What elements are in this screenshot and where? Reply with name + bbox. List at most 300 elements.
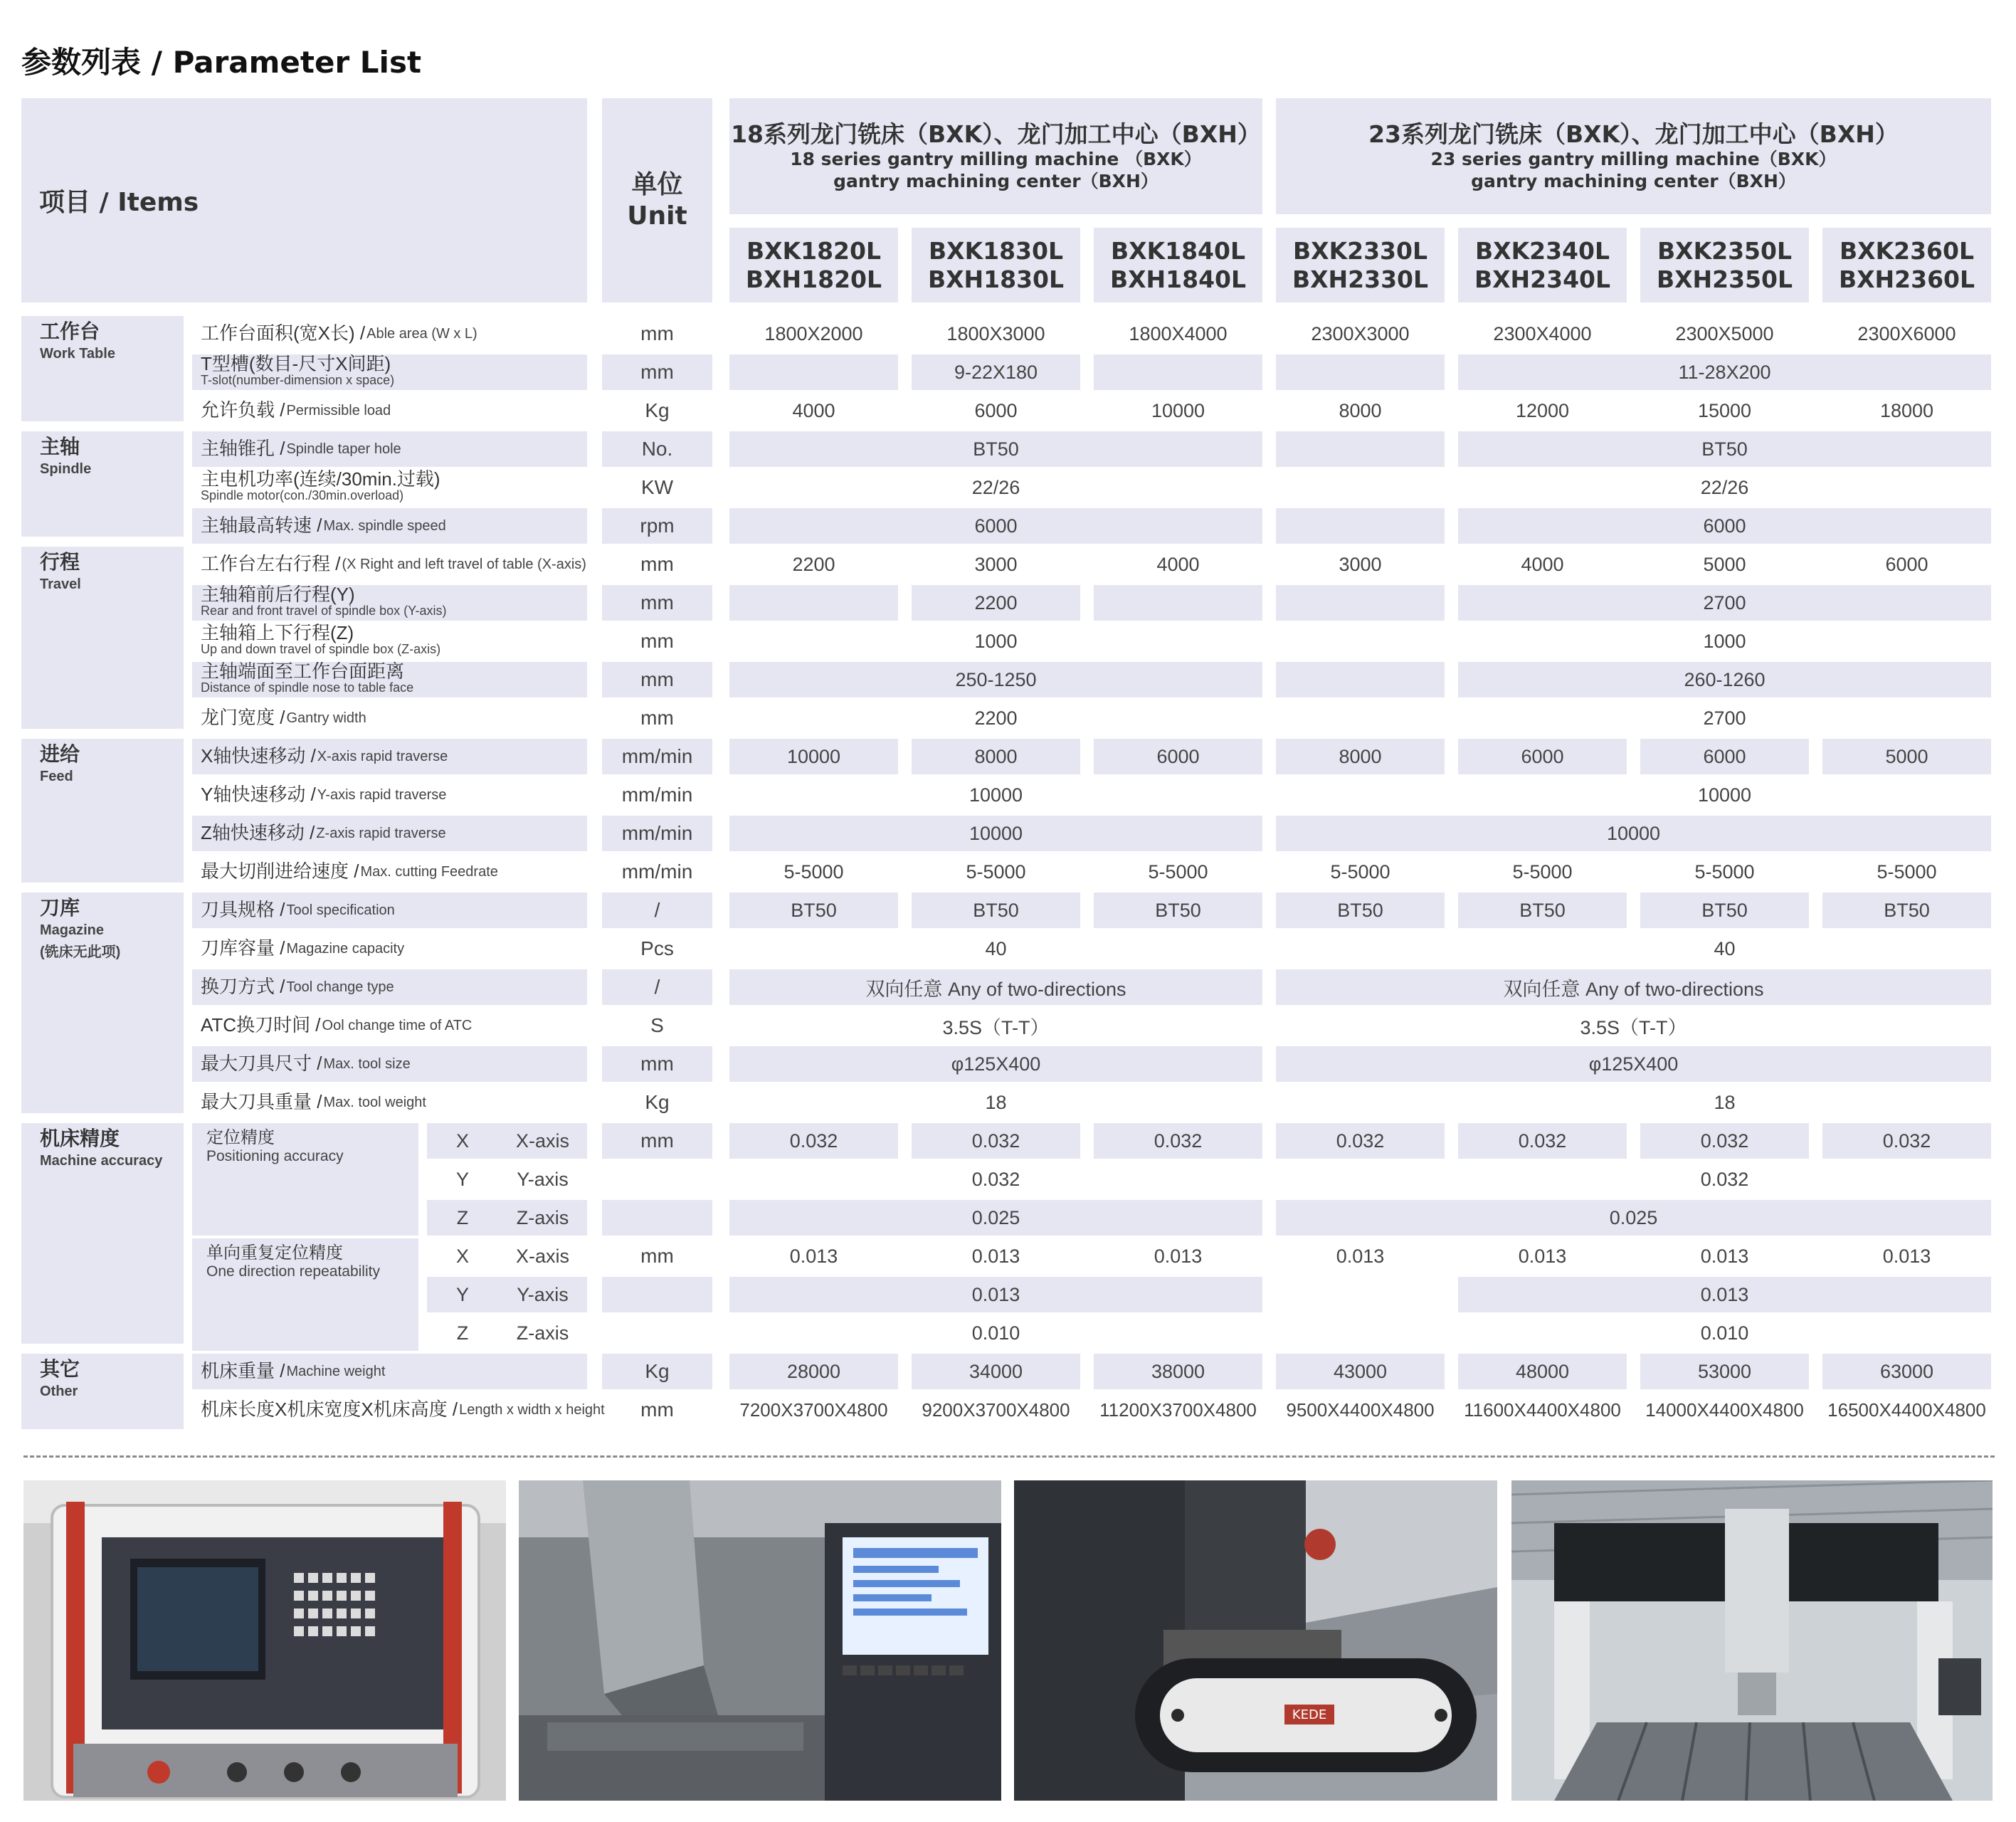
unit-cell xyxy=(602,969,712,1005)
value-text: 14000X4400X4800 xyxy=(1645,1399,1804,1421)
item-label-en: Ool change time of ATC xyxy=(322,1017,473,1033)
value-text: 0.032 xyxy=(971,1129,1020,1152)
axis-letter-text: Y xyxy=(455,1283,469,1305)
value-cell xyxy=(1094,1123,1262,1159)
value-text: 1800X4000 xyxy=(1129,322,1228,344)
value-text: 10000 xyxy=(1606,822,1661,844)
unit-cell xyxy=(602,1123,712,1159)
axis-letter-text: Z xyxy=(456,1206,469,1228)
category-cn: 机床精度 xyxy=(40,1127,120,1149)
axis-letter xyxy=(427,1162,498,1197)
unit-cell-text: mm xyxy=(640,630,674,652)
value-text: 5000 xyxy=(1703,553,1746,575)
value-cell xyxy=(729,777,1262,813)
item-label xyxy=(192,969,587,1005)
axis-letter xyxy=(427,1315,498,1351)
value-text: 6000 xyxy=(1703,745,1746,767)
value-cell xyxy=(1458,662,1991,697)
unit-cell xyxy=(602,1200,712,1236)
value-cell xyxy=(1094,316,1262,352)
value-cell xyxy=(912,316,1080,352)
value-cell xyxy=(1458,316,1627,352)
value-text: 40 xyxy=(1714,937,1736,959)
control-panel-photo xyxy=(23,1480,506,1801)
value-cell xyxy=(1822,739,1991,774)
unit-cell-text: / xyxy=(654,899,660,921)
value-text: 5-5000 xyxy=(1877,860,1937,883)
value-text: 2300X6000 xyxy=(1857,322,1956,344)
value-cell xyxy=(1458,777,1991,813)
item-label-cn: Y轴快速移动 / xyxy=(201,784,316,806)
category-en: Travel xyxy=(40,576,81,592)
unit-cell-text: Kg xyxy=(645,399,670,421)
item-label-en: Rear and front travel of spindle box (Y-axis) xyxy=(201,604,447,618)
value-text: 0.032 xyxy=(1336,1129,1385,1152)
item-label-en: Able area (W x L) xyxy=(366,325,477,342)
unit-cell xyxy=(602,547,712,582)
value-text: 0.013 xyxy=(1336,1245,1385,1267)
value-text: BT50 xyxy=(1884,899,1930,921)
unit-header-en: Unit xyxy=(627,201,687,231)
unit-cell xyxy=(602,1392,712,1428)
axis-name xyxy=(498,1123,587,1159)
value-text: 9500X4400X4800 xyxy=(1286,1399,1435,1421)
value-cell xyxy=(1094,547,1262,582)
value-text: 11600X4400X4800 xyxy=(1464,1399,1621,1421)
item-label-cn: 主轴端面至工作台面距离 xyxy=(201,660,405,682)
value-text: 10000 xyxy=(969,822,1023,844)
value-cell xyxy=(729,1238,898,1274)
item-label-en: Machine weight xyxy=(286,1363,386,1379)
value-cell xyxy=(1640,739,1809,774)
tool-magazine-photo xyxy=(1014,1480,1497,1801)
item-label-cn: 最大刀具尺寸 / xyxy=(201,1053,322,1075)
unit-cell-text: mm xyxy=(640,553,674,575)
value-text: 7200X3700X4800 xyxy=(739,1399,888,1421)
item-label-en: Spindle taper hole xyxy=(286,441,401,457)
accuracy-group-en: Positioning accuracy xyxy=(206,1148,344,1164)
value-cell xyxy=(729,931,1262,967)
model-code-bxk: BXK2360L xyxy=(1839,236,1975,265)
group-header-23 xyxy=(1276,98,1991,214)
item-label xyxy=(192,700,587,736)
group-header-18 xyxy=(729,98,1262,214)
value-cell xyxy=(1276,547,1445,582)
axis-name-text: Y-axis xyxy=(517,1283,569,1305)
value-cell xyxy=(1458,585,1991,621)
value-cell xyxy=(1458,700,1991,736)
value-cell xyxy=(1458,393,1627,428)
value-text: 10000 xyxy=(969,784,1023,806)
model-code-bxk: BXK1820L xyxy=(746,236,882,265)
value-text: BT50 xyxy=(1337,899,1383,921)
value-text: 3.5S（T-T） xyxy=(1580,1016,1687,1038)
unit-cell-text: mm xyxy=(640,322,674,344)
unit-cell xyxy=(602,393,712,428)
value-text: BT50 xyxy=(1155,899,1201,921)
value-text: 双向任意 Any of two-directions xyxy=(1503,978,1764,1000)
category-cn: 工作台 xyxy=(40,320,100,342)
item-label-en: Max. cutting Feedrate xyxy=(360,863,498,880)
gantry-machine-photo xyxy=(1511,1480,1993,1801)
value-cell xyxy=(729,508,1262,544)
unit-cell-text: mm xyxy=(640,361,674,383)
value-text: 0.032 xyxy=(1154,1129,1203,1152)
value-text: 34000 xyxy=(969,1360,1023,1382)
value-text: 11200X3700X4800 xyxy=(1099,1399,1257,1421)
category-en: Magazine xyxy=(40,922,105,938)
value-cell xyxy=(1276,816,1991,851)
value-cell xyxy=(1276,470,1445,505)
value-text: 6000 xyxy=(974,399,1018,421)
value-cell xyxy=(1822,1123,1991,1159)
value-text: φ125X400 xyxy=(1588,1053,1679,1075)
value-text: BT50 xyxy=(973,899,1019,921)
value-cell xyxy=(1822,547,1991,582)
value-cell xyxy=(1276,431,1445,467)
category-en: Other xyxy=(40,1384,78,1399)
value-cell xyxy=(1094,354,1262,390)
item-label-en: Spindle motor(con./30min.overload) xyxy=(201,488,404,503)
value-text: 18 xyxy=(985,1091,1007,1113)
axis-letter-text: X xyxy=(455,1245,469,1267)
unit-header xyxy=(602,98,712,302)
item-label xyxy=(192,547,587,582)
value-cell xyxy=(1458,1085,1991,1120)
category-cn: 进给 xyxy=(40,743,80,765)
group-header-18-en2: gantry machining center（BXH） xyxy=(833,170,1159,191)
section-divider xyxy=(23,1455,1995,1458)
value-cell xyxy=(729,470,1262,505)
value-cell xyxy=(1458,354,1991,390)
unit-cell-text: rpm xyxy=(640,515,675,537)
axis-name-text: X-axis xyxy=(515,1245,569,1267)
item-label-cn: 刀具规格 / xyxy=(201,899,285,921)
value-text: 5000 xyxy=(1885,745,1928,767)
value-text: 2200 xyxy=(974,707,1018,729)
value-cell xyxy=(729,700,1262,736)
value-text: 10000 xyxy=(786,745,841,767)
value-text: 18 xyxy=(1714,1091,1736,1113)
value-cell xyxy=(1458,1315,1991,1351)
unit-cell xyxy=(602,662,712,697)
value-text: 2200 xyxy=(792,553,835,575)
value-text: 3.5S（T-T） xyxy=(942,1016,1050,1038)
model-header xyxy=(912,228,1080,302)
model-code-bxh: BXH1830L xyxy=(927,265,1065,293)
model-code-bxh: BXH2330L xyxy=(1292,265,1429,293)
unit-cell xyxy=(602,1008,712,1043)
item-label xyxy=(192,470,587,505)
unit-cell xyxy=(602,585,712,621)
value-cell xyxy=(729,1046,1262,1082)
value-cell xyxy=(1458,892,1627,928)
value-text: 5-5000 xyxy=(1148,860,1208,883)
item-label-cn: 机床长度X机床宽度X机床高度 / xyxy=(201,1399,458,1421)
unit-cell xyxy=(602,431,712,467)
value-cell xyxy=(1822,393,1991,428)
model-code-bxk: BXK2350L xyxy=(1657,236,1793,265)
value-text: 5-5000 xyxy=(1512,860,1573,883)
group-header-18-cn: 18系列龙门铣床（BXK）、龙门加工中心（BXH） xyxy=(731,120,1261,148)
value-cell xyxy=(729,431,1262,467)
value-cell xyxy=(1640,1123,1809,1159)
unit-cell xyxy=(602,1315,712,1351)
model-header xyxy=(1458,228,1627,302)
value-text: 18000 xyxy=(1879,399,1934,421)
axis-letter xyxy=(427,1238,498,1274)
item-label-cn: 主轴箱前后行程(Y) xyxy=(201,584,355,605)
value-cell xyxy=(1094,585,1262,621)
value-text: 2700 xyxy=(1703,591,1746,614)
axis-name-text: Y-axis xyxy=(517,1168,569,1190)
model-header xyxy=(1640,228,1809,302)
value-cell xyxy=(1458,1392,1627,1428)
value-text: 0.032 xyxy=(789,1129,838,1152)
value-text: 22/26 xyxy=(971,476,1020,498)
item-label xyxy=(192,1392,605,1428)
value-cell xyxy=(1640,1392,1809,1428)
item-label-en: Max. spindle speed xyxy=(323,517,446,534)
value-text: 6000 xyxy=(1885,553,1928,575)
value-cell xyxy=(1276,1392,1445,1428)
value-cell xyxy=(729,662,1262,697)
item-label xyxy=(192,1354,587,1389)
value-cell xyxy=(1822,1392,1991,1428)
value-cell xyxy=(1276,662,1445,697)
model-code-bxk: BXK1840L xyxy=(1110,236,1246,265)
value-text: 9200X3700X4800 xyxy=(922,1399,1070,1421)
unit-cell-text: KW xyxy=(640,476,674,498)
item-label-cn: T型槽(数目-尺寸X间距) xyxy=(201,353,391,374)
group-header-18-en1: 18 series gantry milling machine （BXK） xyxy=(790,149,1202,170)
item-label-cn: 主轴锥孔 / xyxy=(201,438,285,460)
item-label xyxy=(192,931,587,967)
value-text: 0.013 xyxy=(1518,1245,1567,1267)
value-text: 10000 xyxy=(1151,399,1205,421)
value-text: 28000 xyxy=(786,1360,841,1382)
unit-cell xyxy=(602,1162,712,1197)
value-cell xyxy=(912,892,1080,928)
value-text: φ125X400 xyxy=(951,1053,1041,1075)
unit-cell xyxy=(602,354,712,390)
value-cell xyxy=(1458,431,1991,467)
unit-cell-text: mm xyxy=(640,1129,674,1152)
axis-name xyxy=(498,1200,587,1236)
value-text: 4000 xyxy=(1521,553,1564,575)
unit-cell xyxy=(602,777,712,813)
value-cell xyxy=(912,854,1080,890)
unit-cell-text: mm xyxy=(640,1399,674,1421)
item-label-cn: 允许负载 / xyxy=(201,399,285,421)
item-label-en: Tool specification xyxy=(286,902,395,918)
value-text: 0.032 xyxy=(1700,1129,1749,1152)
model-header xyxy=(1094,228,1262,302)
unit-cell-text: Pcs xyxy=(640,937,674,959)
value-cell xyxy=(729,739,898,774)
value-cell xyxy=(729,1085,1262,1120)
value-text: 3000 xyxy=(974,553,1018,575)
value-text: 0.013 xyxy=(1882,1245,1931,1267)
category-note: (铣床无此项) xyxy=(40,944,121,960)
item-label xyxy=(192,1085,587,1120)
value-cell xyxy=(729,1392,898,1428)
item-label-cn: 主电机功率(连续/30min.过载) xyxy=(201,468,440,490)
value-text: 260-1260 xyxy=(1684,668,1766,690)
unit-cell xyxy=(602,816,712,851)
value-cell xyxy=(1458,1123,1627,1159)
unit-cell-text: mm/min xyxy=(621,822,693,844)
axis-letter xyxy=(427,1200,498,1236)
model-code-bxh: BXH1840L xyxy=(1109,265,1247,293)
axis-letter-text: Y xyxy=(455,1168,469,1190)
value-cell xyxy=(1822,854,1991,890)
value-text: 0.010 xyxy=(971,1322,1020,1344)
unit-cell-text: mm xyxy=(640,668,674,690)
spindle-head-photo xyxy=(519,1480,1001,1801)
item-label xyxy=(192,431,587,467)
value-cell xyxy=(1640,547,1809,582)
model-header xyxy=(1822,228,1991,302)
category-cn: 其它 xyxy=(40,1358,80,1380)
axis-name-text: Z-axis xyxy=(516,1322,569,1344)
value-cell xyxy=(1822,1238,1991,1274)
value-text: 0.013 xyxy=(971,1245,1020,1267)
unit-cell-text: mm/min xyxy=(621,860,693,883)
value-text: 9-22X180 xyxy=(954,361,1038,383)
group-header-23-en2: gantry machining center（BXH） xyxy=(1471,170,1796,191)
category-cn: 行程 xyxy=(40,551,80,573)
unit-cell xyxy=(602,1238,712,1274)
unit-cell xyxy=(602,739,712,774)
category-cell xyxy=(21,547,184,729)
value-cell xyxy=(1458,1277,1991,1312)
value-cell xyxy=(1458,623,1991,659)
category-en: Spindle xyxy=(40,461,92,477)
value-text: 10000 xyxy=(1697,784,1752,806)
value-cell xyxy=(729,1162,1262,1197)
accuracy-group-cn: 单向重复定位精度 xyxy=(206,1243,343,1263)
value-text: 0.032 xyxy=(971,1168,1020,1190)
unit-cell xyxy=(602,854,712,890)
unit-cell-text: / xyxy=(654,976,660,998)
value-cell xyxy=(1094,1392,1262,1428)
item-label-cn: 换刀方式 / xyxy=(201,976,285,998)
item-label-cn: 工作台面积(宽X长) / xyxy=(201,322,366,344)
item-label-en: Tool change type xyxy=(286,979,394,995)
value-cell xyxy=(1276,354,1445,390)
item-label-en: Magazine capacity xyxy=(286,940,405,957)
value-cell xyxy=(1276,1046,1991,1082)
value-text: 1800X2000 xyxy=(764,322,863,344)
value-cell xyxy=(729,854,898,890)
value-text: 15000 xyxy=(1697,399,1752,421)
item-label-en: X-axis rapid traverse xyxy=(317,748,448,764)
value-cell xyxy=(1276,585,1445,621)
model-code-bxk: BXK2330L xyxy=(1292,236,1428,265)
value-text: 6000 xyxy=(1521,745,1564,767)
value-cell xyxy=(729,585,898,621)
value-text: 5-5000 xyxy=(783,860,844,883)
axis-name xyxy=(498,1277,587,1312)
item-label-en: T-slot(number-dimension x space) xyxy=(201,373,395,388)
unit-cell xyxy=(602,1277,712,1312)
item-label-cn: 最大切削进给速度 / xyxy=(201,860,359,883)
value-cell xyxy=(1458,508,1991,544)
item-label xyxy=(192,508,587,544)
value-cell xyxy=(729,1315,1262,1351)
unit-cell-text: mm xyxy=(640,707,674,729)
item-label xyxy=(192,1046,587,1082)
unit-cell xyxy=(602,931,712,967)
item-label-en: Length x width x height xyxy=(459,1401,605,1418)
value-cell xyxy=(1276,969,1991,1005)
group-header-23-en1: 23 series gantry milling machine（BXK） xyxy=(1430,149,1837,170)
item-label-cn: 主轴箱上下行程(Z) xyxy=(201,622,354,643)
value-cell xyxy=(1276,1123,1445,1159)
unit-cell-text: S xyxy=(650,1014,664,1036)
value-text: 2300X5000 xyxy=(1675,322,1774,344)
value-cell xyxy=(729,1008,1262,1043)
unit-cell xyxy=(602,1354,712,1389)
value-text: 2300X4000 xyxy=(1493,322,1592,344)
unit-cell xyxy=(602,892,712,928)
unit-cell xyxy=(602,623,712,659)
value-text: 0.025 xyxy=(1609,1206,1658,1228)
unit-cell xyxy=(602,700,712,736)
value-cell xyxy=(912,1123,1080,1159)
item-label-en: Y-axis rapid traverse xyxy=(317,786,447,803)
item-label xyxy=(192,816,587,851)
value-text: 5-5000 xyxy=(1330,860,1390,883)
value-text: 38000 xyxy=(1151,1360,1205,1382)
item-label-cn: 龙门宽度 / xyxy=(201,707,285,729)
model-code-bxh: BXH1820L xyxy=(745,265,882,293)
axis-name-text: Z-axis xyxy=(516,1206,569,1228)
model-code-bxh: BXH2350L xyxy=(1656,265,1793,293)
tool-magazine-logo: KEDE xyxy=(1292,1707,1327,1722)
value-cell xyxy=(1822,892,1991,928)
value-cell xyxy=(729,1354,898,1389)
value-cell xyxy=(912,1392,1080,1428)
value-cell xyxy=(1640,316,1809,352)
item-label xyxy=(192,739,587,774)
value-text: 8000 xyxy=(1339,399,1382,421)
value-text: 0.013 xyxy=(789,1245,838,1267)
item-label xyxy=(192,316,587,352)
value-cell xyxy=(1094,393,1262,428)
value-cell xyxy=(1458,739,1627,774)
item-label xyxy=(192,777,587,813)
value-text: 5-5000 xyxy=(966,860,1026,883)
value-cell xyxy=(729,393,898,428)
item-label-cn: 机床重量 / xyxy=(201,1360,285,1382)
value-cell xyxy=(1276,1008,1991,1043)
value-text: 12000 xyxy=(1515,399,1570,421)
value-cell xyxy=(729,892,898,928)
unit-cell xyxy=(602,508,712,544)
model-header xyxy=(729,228,898,302)
category-cn: 主轴 xyxy=(40,436,80,458)
item-label-cn: 刀库容量 / xyxy=(201,937,285,959)
value-text: 1000 xyxy=(1703,630,1746,652)
value-cell xyxy=(729,547,898,582)
value-cell xyxy=(1094,892,1262,928)
value-text: 0.032 xyxy=(1882,1129,1931,1152)
value-cell xyxy=(1276,1238,1445,1274)
value-text: 63000 xyxy=(1879,1360,1934,1382)
accuracy-group xyxy=(192,1123,418,1236)
